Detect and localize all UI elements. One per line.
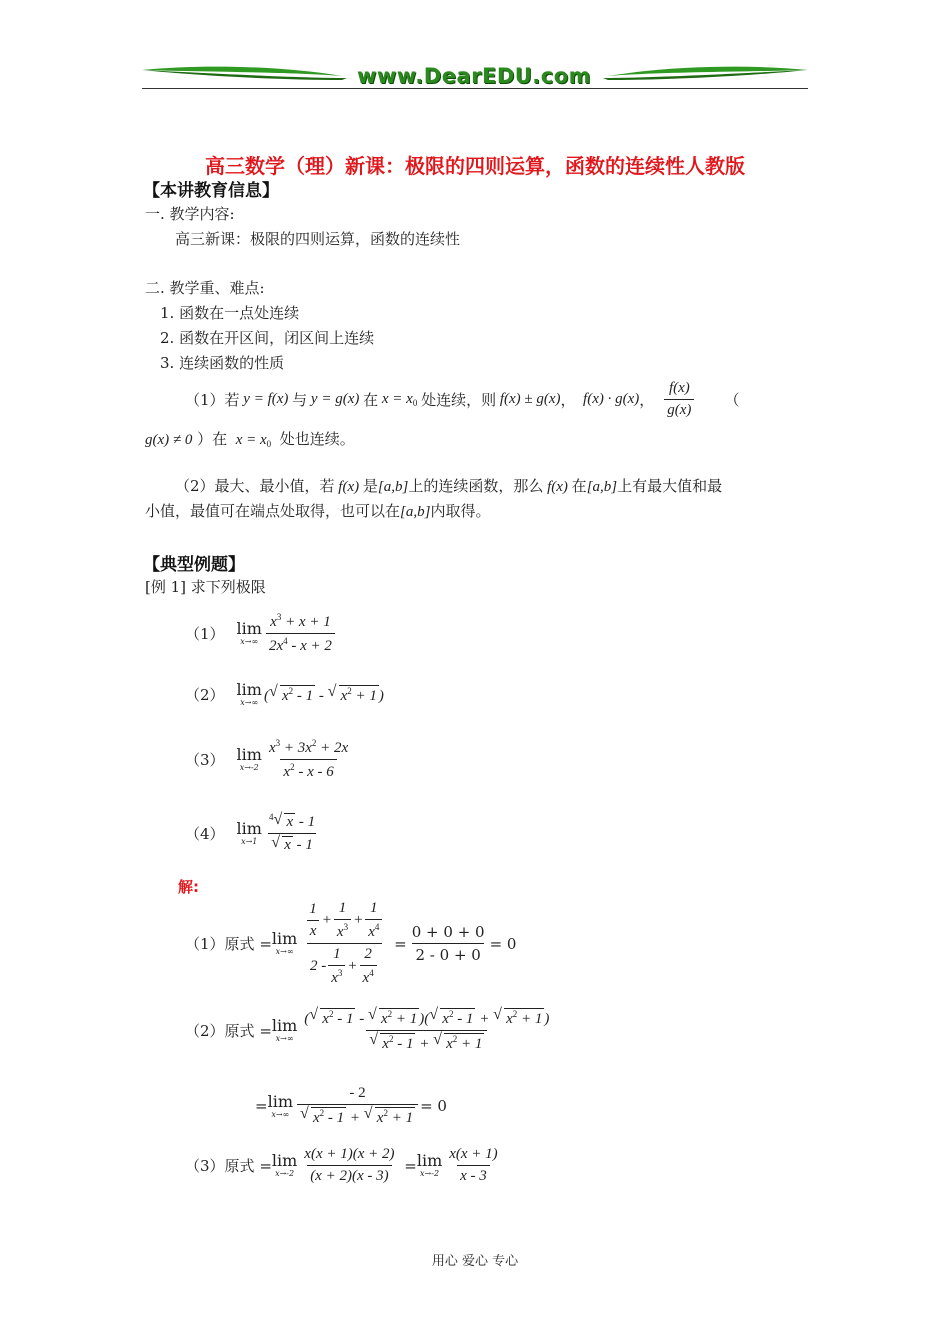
solution-number: （1）原式 [185, 935, 255, 953]
text: 在 [571, 477, 587, 495]
text: 小值，最值可在端点处取得，也可以在 [145, 502, 401, 520]
text: （1）若 [185, 391, 240, 409]
text: 内取得。 [430, 502, 491, 520]
page-title: 高三数学（理）新课：极限的四则运算，函数的连续性人教版 [205, 154, 745, 178]
list-item: 3. 连续函数的性质 [160, 354, 285, 372]
example-label: [例 1] 求下列极限 [145, 578, 266, 596]
heading-key-points: 二. 教学重、难点: [145, 279, 265, 297]
page-footer: 用心 爱心 专心 [431, 1254, 519, 1269]
property-extreme-values-cont: 小值，最值可在端点处取得，也可以在[a,b]内取得。 [145, 502, 491, 520]
problem-number: （4） [185, 824, 225, 843]
text: （ [724, 391, 740, 409]
text: 处也连续。 [279, 430, 355, 448]
list-item: 1. 函数在一点处连续 [160, 304, 300, 322]
text: 是 [362, 477, 378, 495]
section-heading-info: 【本讲教育信息】 [143, 181, 279, 201]
solution-number: （3）原式 [185, 1157, 255, 1175]
heading-teaching-content: 一. 教学内容: [145, 205, 235, 223]
problem-number: （1） [185, 625, 225, 643]
problem-1: （1） lim x→∞ $\frac{x^3 + x + 1}{2x^4 - x + 2}$ [185, 612, 337, 655]
text: 处连续，则 [421, 391, 497, 409]
site-logo-text: www.DearEDU.com [356, 64, 592, 88]
solution-label: 解: [178, 878, 199, 896]
text: 上的连续函数，那么 [408, 477, 544, 495]
property-extreme-values: （2）最大、最小值，若 f(x) 是[a,b]上的连续函数，那么 f(x) 在[a,b]上有最大值和最 [175, 477, 723, 495]
property-continuity-condition: g(x) ≠ 0 ）在 $x = x_0$ 处也连续。 [145, 430, 355, 449]
problem-number: （2） [185, 686, 225, 704]
list-item: 2. 函数在开区间，闭区间上连续 [160, 329, 375, 347]
problem-4: （4） lim x→1 $^4$√ x - 1 √ x - 1 [185, 812, 320, 854]
problem-3: （3） lim x→-2 $\frac{x^3 + 3x^2 + 2x}{x^2 - x - 6}$ [185, 738, 349, 780]
section-heading-examples: 【典型例题】 [143, 555, 245, 575]
teaching-content-text: 高三新课：极限的四则运算，函数的连续性 [175, 230, 461, 248]
text: ）在 [197, 430, 228, 448]
problem-number: （3） [185, 751, 225, 769]
solution-1: （1）原式 = lim x→∞ $\frac{1}{x}$ + $\frac{1}{x^3}$ + $\frac{1}{x^4}$ 2 - $\frac{1}{x^3}$ + $\frac{2}{x^4}$ = $\frac{0 + 0 + 0}{2 - 0 + 0}$ = 0 [185, 900, 517, 986]
text: 上有最大值和最 [617, 477, 723, 495]
header-rule [142, 88, 808, 89]
solution-number: （2）原式 [185, 1022, 255, 1040]
property-continuity-ops: （1）若 y = f(x) 与 y = g(x) 在 $x = x_0$ 处连续，则 f(x) ± g(x) ， f(x) · g(x) ， $\frac{f(x)}{g(x)}$ （ [185, 380, 740, 418]
text: ， [560, 391, 576, 409]
problem-2: （2） lim x→∞ (√ $x^2 - 1$ - √ $x^2 + 1$ ) [185, 682, 384, 707]
solution-2-cont: = lim x→∞ - 2 √ $x^2 - 1$ + √ $x^2 + 1$ = 0 [255, 1085, 447, 1127]
text: ， [639, 391, 655, 409]
text: 在 [363, 391, 379, 409]
solution-3: （3）原式 = lim x→-2 $\frac{x(x + 1)(x + 2)}{(x + 2)(x - 3)}$ = lim x→-2 $\frac{x(x + 1)}{x - 3}$ [185, 1146, 498, 1184]
solution-2: （2）原式 = lim x→∞ (√ $x^2 - 1$ - √ $x^2 + 1$ )(√ $x^2 - 1$ + √ $x^2 + 1$ ) √ $x^2 - 1$ + √ $x^2 + 1$ [185, 1008, 554, 1053]
text: （2）最大、最小值，若 [175, 477, 335, 495]
text: 与 [292, 391, 308, 409]
